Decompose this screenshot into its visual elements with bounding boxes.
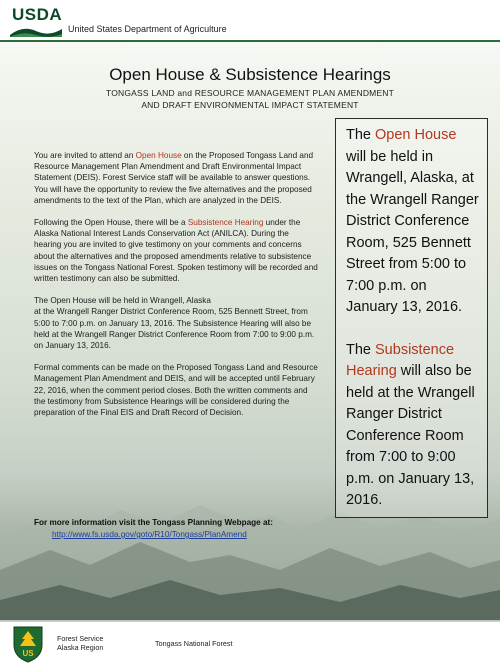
paragraph-comments: Formal comments can be made on the Proposed Tongass Land and Resource Management Plan Amendment and DEIS, and will be accepted until February 22, 2016, when the comment period closes. Both the written comments and the testimony from Subsistence Hearings will be considered during the preparation of the Final EIS and Draft Record of Decision.	[34, 363, 318, 418]
usda-hills-icon	[10, 25, 62, 37]
footer	[0, 621, 500, 667]
open-house-highlight: Open House	[135, 151, 182, 160]
usda-header	[0, 0, 500, 42]
forest-service-label: Forest Service	[57, 634, 104, 643]
box-subsistence-highlight: Subsistence Hearing	[346, 341, 455, 379]
tongass-national-forest-label: Tongass National Forest	[155, 639, 233, 648]
usda-logo: USDA	[12, 5, 63, 24]
event-summary-box	[335, 118, 488, 518]
subtitle-line-2: AND DRAFT ENVIRONMENTAL IMPACT STATEMENT	[141, 100, 359, 110]
department-name: United States Department of Agriculture	[68, 24, 227, 34]
planning-webpage-link[interactable]: http://www.fs.usda.gov/goto/R10/Tongass/PlanAmend	[52, 530, 247, 539]
alaska-region-label: Alaska Region	[57, 643, 104, 652]
body-text	[34, 150, 318, 429]
paragraph-location: The Open House will be held in Wrangell, Alaska at the Wrangell Ranger District Conference Room, 525 Bennett Street, from 5:00 to 7:00 p.m. on January 13, 2016. The Subsistence Hearing will also be held at the Wrangell Ranger District Conference Room from 7:00 to 9:00 p.m. on January 13, 2016.	[34, 296, 315, 351]
subsistence-hearing-highlight: Subsistence Hearing	[187, 218, 264, 228]
page-title: Open House & Subsistence Hearings	[109, 65, 391, 84]
shield-lettering: US	[22, 649, 34, 658]
more-info-label: For more information visit the Tongass Planning Webpage at:	[34, 518, 273, 527]
box-open-house: The Open House will be held in Wrangell, Alaska, at the Wrangell Ranger District Conference Room, 525 Bennett Street from 5:00 to 7:00 p.m. on January 13, 2016.	[346, 127, 479, 315]
paragraph-open-house: You are invited to attend an Open House on the Proposed Tongass Land and Resource Management Plan Amendment and Draft Environmental Impact Statement (DEIS). Forest Service staff will be available to answer questions. You will have the opportunity to review the five alternatives and the proposed amendments to the text of the Plan, which are analyzed in the DEIS.	[34, 151, 314, 205]
subtitle-line-1: TONGASS LAND and RESOURCE MANAGEMENT PLAN AMENDMENT	[105, 88, 395, 98]
box-open-house-highlight: Open House	[375, 127, 457, 143]
paragraph-subsistence-hearing: Following the Open House, there will be a Subsistence Hearing under the Alaska National Interest Lands Conservation Act (ANILCA). During the hearing you are invited to give testimony on your comments and concerns about the alternatives and the proposed amendments relative to subsistence issues on the Tongass National Forest. Spoken testimony will be recorded and written testimony can also be submitted.	[34, 218, 318, 284]
forest-service-shield-icon	[12, 625, 44, 663]
box-subsistence-hearing: The Subsistence Hearing will also be held at the Wrangell Ranger District Conference Room from 7:00 to 9:00 p.m. on January 13, 2016.	[346, 341, 475, 508]
